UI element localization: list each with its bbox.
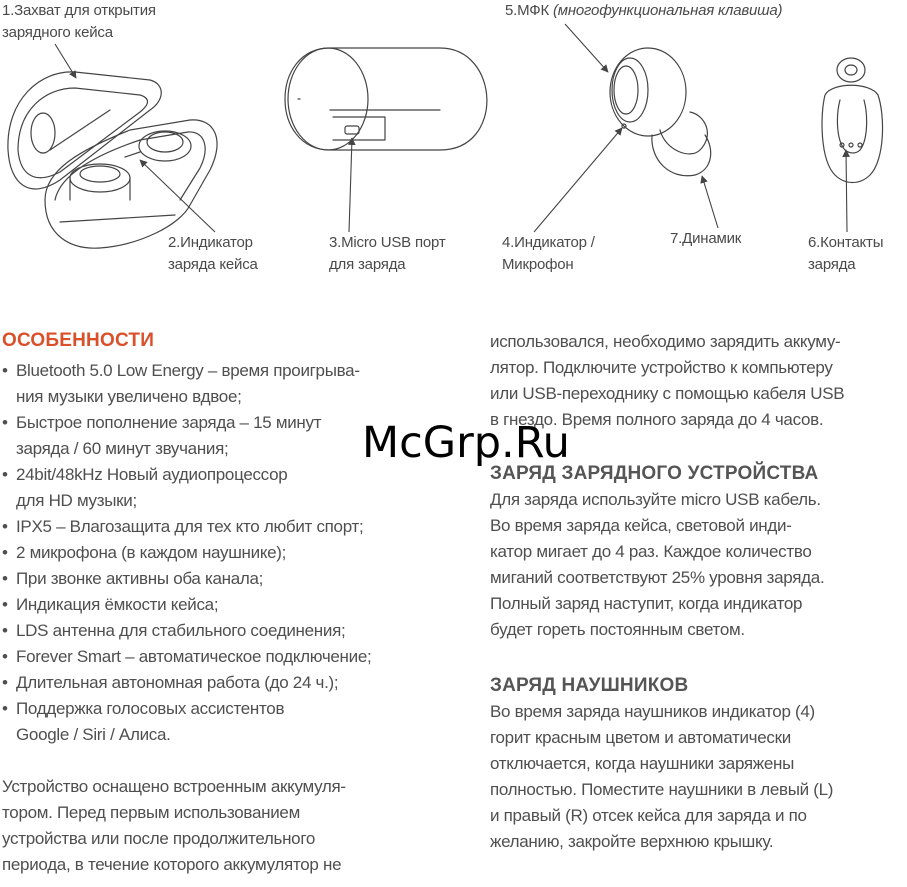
label-case-grip: 1.Захват для открытия зарядного кейса bbox=[2, 2, 156, 41]
bullet-icon: • bbox=[2, 465, 8, 484]
bullet-icon: • bbox=[2, 569, 8, 588]
battery-paragraph: Устройство оснащено встроенным аккумуля- тором. Перед первым использованием устройства или после продолжительного периода, в течение которого аккумулятор не bbox=[2, 777, 346, 874]
label-speaker: 7.Динамик bbox=[670, 230, 742, 247]
feature-item bbox=[2, 514, 472, 540]
feature-text: Длительная автономная работа (до 24 ч.); bbox=[16, 673, 339, 692]
label-contacts: 6.Контакты заряда bbox=[808, 234, 884, 273]
leader-line-6 bbox=[846, 150, 847, 232]
bullet-icon: • bbox=[2, 621, 8, 640]
feature-item bbox=[2, 670, 472, 696]
leader-line-4 bbox=[534, 128, 622, 232]
feature-text: LDS антенна для стабильного соединения; bbox=[16, 621, 346, 640]
feature-item bbox=[2, 618, 472, 644]
bullet-icon: • bbox=[2, 361, 8, 380]
bullet-icon: • bbox=[2, 595, 8, 614]
leader-line-2 bbox=[140, 160, 215, 232]
earbuds-section-text: Во время заряда наушников индикатор (4) горит красным цветом и автоматически отключается, когда наушники заряжены полностью. Поместите наушники в левый (L) и правый (R) отсек кейса для заряда и по желанию, закройте верхнюю крышку. bbox=[490, 702, 834, 851]
feature-item bbox=[2, 540, 472, 566]
earbud-side-illustration bbox=[610, 48, 711, 176]
feature-item bbox=[2, 644, 472, 670]
leader-line-5 bbox=[565, 24, 608, 72]
charger-section-title: ЗАРЯД ЗАРЯДНОГО УСТРОЙСТВА bbox=[490, 463, 819, 484]
product-illustrations bbox=[0, 0, 907, 300]
feature-text: Bluetooth 5.0 Low Energy – время проигрыва- ния музыки увеличено вдвое; bbox=[16, 361, 360, 406]
feature-text: Forever Smart – автоматическое подключение; bbox=[16, 647, 372, 666]
charger-section-text: Для заряда используйте micro USB кабель. Во время заряда кейса, световой инди- катор мигает до 4 раз. Каждое количество миганий соответствуют 25% уровня заряда. Полный заряд наступит, когда индикатор будет гореть постоянным светом. bbox=[490, 490, 825, 639]
feature-item bbox=[2, 462, 472, 514]
battery-paragraph-continued: использовался, необходимо зарядить аккуму- лятор. Подключите устройство к компьютеру или USB-переходнику с помощью кабеля USB в гнездо. Время полного заряда до 4 часов. bbox=[490, 332, 845, 429]
right-column bbox=[490, 329, 907, 855]
feature-text: 24bit/48kHz Новый аудиопроцессор для HD музыки; bbox=[16, 465, 288, 510]
bullet-icon: • bbox=[2, 673, 8, 692]
bullet-icon: • bbox=[2, 517, 8, 536]
features-list bbox=[2, 358, 472, 748]
feature-item bbox=[2, 358, 472, 410]
label-mfb-main: 5.МФК bbox=[505, 2, 549, 19]
feature-text: Поддержка голосовых ассистентов Google / Siri / Алиса. bbox=[16, 699, 285, 744]
leader-line-3 bbox=[349, 138, 352, 232]
feature-text: Индикация ёмкости кейса; bbox=[16, 595, 219, 614]
features-title: ОСОБЕННОСТИ bbox=[2, 330, 155, 351]
watermark: McGrp.Ru bbox=[362, 418, 570, 468]
label-mfb bbox=[505, 0, 782, 22]
bullet-icon: • bbox=[2, 413, 8, 432]
label-case-indicator: 2.Индикатор заряда кейса bbox=[168, 234, 258, 273]
feature-text: При звонке активны оба канала; bbox=[16, 569, 264, 588]
closed-case-illustration bbox=[285, 48, 487, 150]
bullet-icon: • bbox=[2, 699, 8, 718]
feature-item bbox=[2, 696, 472, 748]
leader-line-7 bbox=[702, 176, 718, 228]
earbud-front-illustration bbox=[822, 58, 883, 183]
feature-text: IPX5 – Влагозащита для тех кто любит спорт; bbox=[16, 517, 364, 536]
open-case-illustration bbox=[8, 72, 217, 248]
earbuds-section-title: ЗАРЯД НАУШНИКОВ bbox=[490, 675, 689, 696]
feature-text: Быстрое пополнение заряда – 15 минут заряда / 60 минут звучания; bbox=[16, 413, 322, 458]
bullet-icon: • bbox=[2, 647, 8, 666]
feature-text: 2 микрофона (в каждом наушнике); bbox=[16, 543, 287, 562]
bullet-icon: • bbox=[2, 543, 8, 562]
label-mfb-note: (многофункциональная клавиша) bbox=[552, 2, 783, 19]
left-column bbox=[2, 328, 472, 878]
label-indicator-mic: 4.Индикатор / Микрофон bbox=[502, 234, 595, 273]
label-micro-usb: 3.Micro USB порт для заряда bbox=[329, 234, 446, 273]
feature-item bbox=[2, 566, 472, 592]
feature-item bbox=[2, 592, 472, 618]
